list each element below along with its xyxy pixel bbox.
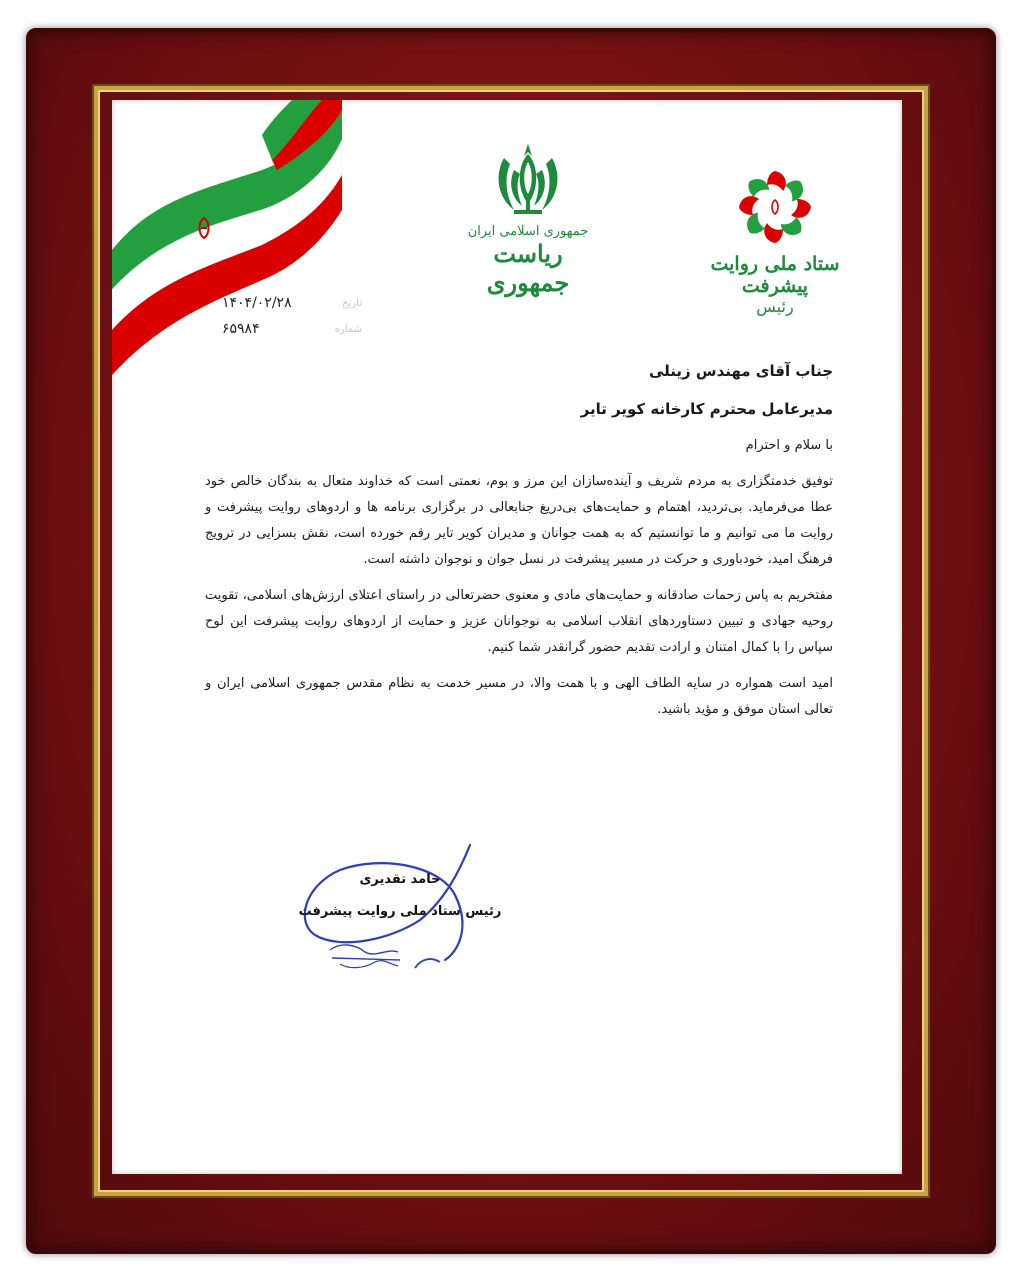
- number-row: [222, 316, 362, 342]
- reference-block: [222, 290, 362, 342]
- presidency-line2: ریاست جمهوری: [486, 239, 570, 297]
- date-label: تاریخ: [342, 297, 362, 309]
- progress-narrative-logo: [690, 165, 860, 335]
- number-label: شماره: [334, 323, 362, 335]
- letter-body: [205, 362, 833, 733]
- number-value: ۶۵۹۸۴: [222, 321, 260, 337]
- date-value: ۱۴۰۴/۰۲/۲۸: [222, 295, 292, 311]
- progress-logo-line1: ستاد ملی روایت پیشرفت: [710, 253, 840, 297]
- signer-name: حامد تقدیری: [359, 872, 441, 887]
- paragraph: امید است همواره در سایه الطاف الهی و با همت والا، در مسیر خدمت به نظام مقدس جمهوری اسلامی ایران و تعالی استان موفق و مؤید باشید.: [205, 676, 833, 717]
- recipient-name: جناب آقای مهندس زینلی: [648, 362, 833, 380]
- iran-emblem-icon: [492, 140, 564, 220]
- signature-block: [270, 840, 530, 980]
- signer-title: رئیس ستاد ملی روایت پیشرفت: [298, 904, 502, 919]
- paragraph: مفتخریم به پاس زحمات صادقانه و حمایت‌های مادی و معنوی حضرتعالی در راستای اعتلای ارزش‌های اسلامی، تقویت روحیه جهادی و تبیین دستاوردهای انقلاب اسلامی به نوجوانان عزیز و حمایت از اردوهای روایت پیشرفت این لوح سپاس را با کمال امتنان و ارادت تقدیم حضور گرانقدر شما کنیم.: [205, 588, 833, 655]
- greeting: با سلام و احترام: [745, 438, 833, 453]
- presidency-line1: جمهوری اسلامی ایران: [467, 224, 589, 239]
- presidency-logo: [448, 140, 608, 300]
- progress-star-icon: [733, 165, 817, 249]
- paragraph: توفیق خدمتگزاری به مردم شریف و آینده‌سازان این مرز و بوم، نعمتی است که خداوند متعال به بندگان خالص خود عطا می‌فرماید. بی‌تردید، اهتمام و حمایت‌های بی‌دریغ جنابعالی در برگزاری برنامه ها و اردوهای روایت پیشرفت و روایت ما می توانیم و ما توانستیم که به همت جوانان و مدیران کویر تایر رقم خورده است، نقش بسزایی در ترویج فرهنگ امید، خودباوری و حرکت در مسیر پیشرفت در نسل جوان و نوجوان داشته است.: [205, 474, 833, 567]
- recipient-title: مدیرعامل محترم کارخانه کویر تایر: [580, 400, 833, 418]
- progress-logo-line2: رئیس: [756, 297, 794, 316]
- date-row: [222, 290, 362, 316]
